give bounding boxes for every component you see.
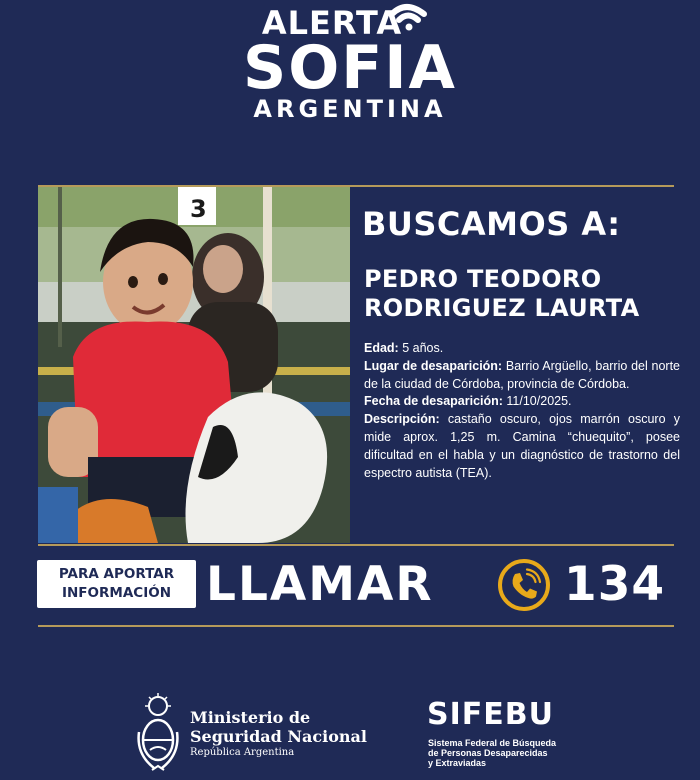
name-line-1: PEDRO TEODORO bbox=[364, 265, 602, 293]
detail-place bbox=[364, 358, 680, 394]
call-label: LLAMAR bbox=[206, 557, 434, 612]
logo-argentina-text: ARGENTINA bbox=[253, 95, 447, 123]
sifebu-subtitle-line-2: de Personas Desaparecidas bbox=[428, 748, 548, 758]
person-details bbox=[364, 340, 680, 482]
place-label: Lugar de desaparición: bbox=[364, 358, 503, 373]
ministry-line-1: Ministerio de bbox=[190, 708, 311, 727]
info-callout-box bbox=[37, 560, 196, 608]
missing-person-name bbox=[364, 265, 694, 323]
logo-sofia-text: SOFIA bbox=[243, 33, 457, 103]
sifebu-subtitle bbox=[428, 738, 598, 768]
cta-line-2: INFORMACIÓN bbox=[61, 585, 171, 601]
photo-illustration bbox=[38, 187, 350, 543]
sifebu-logo: SIFEBU bbox=[427, 697, 554, 732]
ride-number-sign: 3 bbox=[190, 195, 207, 223]
alerta-sofia-logo bbox=[0, 6, 700, 122]
ministry-line-2: Seguridad Nacional bbox=[190, 727, 367, 746]
detail-date bbox=[364, 393, 680, 411]
gold-divider-bottom bbox=[38, 625, 674, 627]
headline-buscamos: BUSCAMOS A: bbox=[362, 205, 621, 243]
age-value: 5 años. bbox=[398, 341, 444, 355]
phone-icon bbox=[496, 557, 552, 613]
ministry-line-3: República Argentina bbox=[190, 747, 295, 758]
cta-line-1: PARA APORTAR bbox=[58, 566, 175, 582]
name-line-2: RODRIGUEZ LAURTA bbox=[364, 294, 640, 322]
ministry-logo-text bbox=[190, 708, 367, 760]
detail-description bbox=[364, 411, 680, 482]
gold-divider-middle bbox=[38, 544, 674, 546]
description-label: Descripción: bbox=[364, 412, 440, 427]
age-label: Edad: bbox=[364, 341, 399, 355]
wifi-signal-icon bbox=[386, 2, 430, 32]
logo-alerta-text: ALERTA bbox=[261, 4, 403, 42]
detail-age bbox=[364, 340, 680, 358]
sifebu-subtitle-line-1: Sistema Federal de Búsqueda bbox=[428, 738, 557, 748]
sifebu-subtitle-line-3: y Extraviadas bbox=[428, 758, 487, 768]
description-value: castaño oscuro, ojos marrón oscuro y mide aprox. 1,25 m. Camina “chuequito”, posee dificultad en el habla y un diagnóstico de trastorno del espectro autista (TEA). bbox=[364, 412, 680, 480]
argentina-seal-icon bbox=[134, 692, 182, 774]
missing-child-photo bbox=[38, 187, 350, 543]
phone-number[interactable]: 134 bbox=[564, 557, 666, 612]
date-label: Fecha de desaparición: bbox=[364, 394, 503, 409]
date-value: 11/10/2025. bbox=[502, 394, 572, 409]
place-value: Barrio Argüello, barrio del norte de la ciudad de Córdoba, provincia de Córdoba. bbox=[364, 358, 681, 391]
